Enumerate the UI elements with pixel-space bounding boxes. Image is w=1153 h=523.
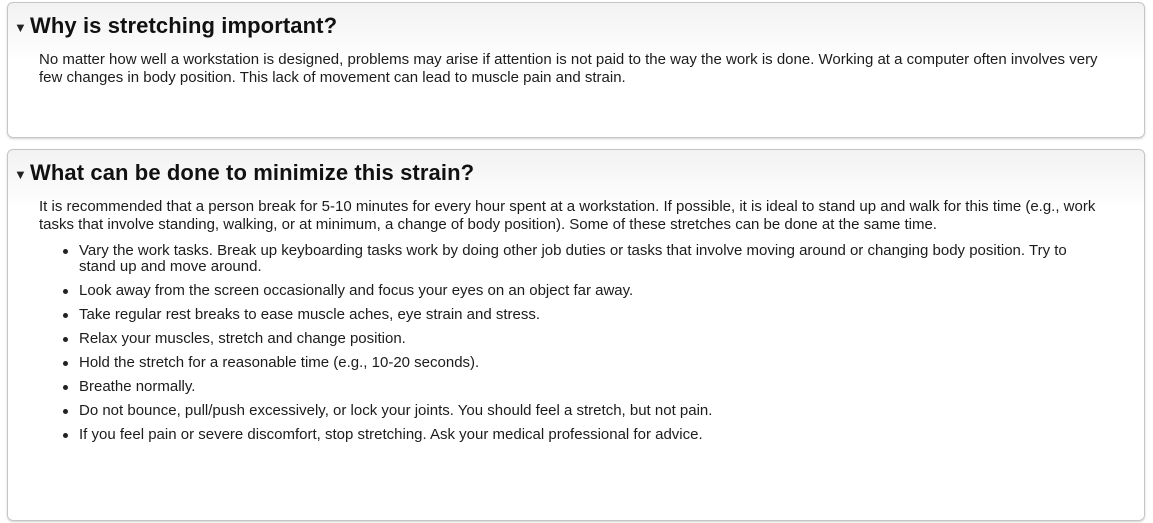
list-item: Breathe normally. xyxy=(79,379,1104,395)
list-item: Do not bounce, pull/push excessively, or lock your joints. You should feel a stretch, but not pain. xyxy=(79,403,1104,419)
tips-list xyxy=(39,243,1104,443)
section-minimize-strain xyxy=(7,149,1145,521)
list-item: Vary the work tasks. Break up keyboarding tasks work by doing other job duties or tasks that involve moving around or changing body position. Try to stand up and move around. xyxy=(79,243,1104,275)
section-header-why-stretching[interactable] xyxy=(8,3,1144,49)
section-title: Why is stretching important? xyxy=(30,13,338,38)
list-item: Look away from the screen occasionally and focus your eyes on an object far away. xyxy=(79,283,1104,299)
list-item: Take regular rest breaks to ease muscle aches, eye strain and stress. xyxy=(79,307,1104,323)
list-item: Relax your muscles, stretch and change position. xyxy=(79,331,1104,347)
section-body xyxy=(8,196,1144,443)
section-why-stretching xyxy=(7,2,1145,138)
list-item: Hold the stretch for a reasonable time (e.g., 10-20 seconds). xyxy=(79,355,1104,371)
disclosure-triangle-icon[interactable]: ▼ xyxy=(14,166,27,182)
section-paragraph: No matter how well a workstation is designed, problems may arise if attention is not paid to the way the work is done. Working at a computer often involves very few changes in body position. This lack of movement can lead to muscle pain and strain. xyxy=(39,51,1098,86)
section-paragraph: It is recommended that a person break for 5-10 minutes for every hour spent at a workstation. If possible, it is ideal to stand up and walk for this time (e.g., work tasks that involve standing, walking, or at minimum, a change of body position). Some of these stretches can be done at the same time. xyxy=(39,198,1096,233)
section-title: What can be done to minimize this strain? xyxy=(30,160,475,185)
section-body xyxy=(8,49,1144,87)
list-item: If you feel pain or severe discomfort, stop stretching. Ask your medical professional for advice. xyxy=(79,427,1104,443)
section-header-minimize-strain[interactable] xyxy=(8,150,1144,196)
disclosure-triangle-icon[interactable]: ▼ xyxy=(14,19,27,35)
